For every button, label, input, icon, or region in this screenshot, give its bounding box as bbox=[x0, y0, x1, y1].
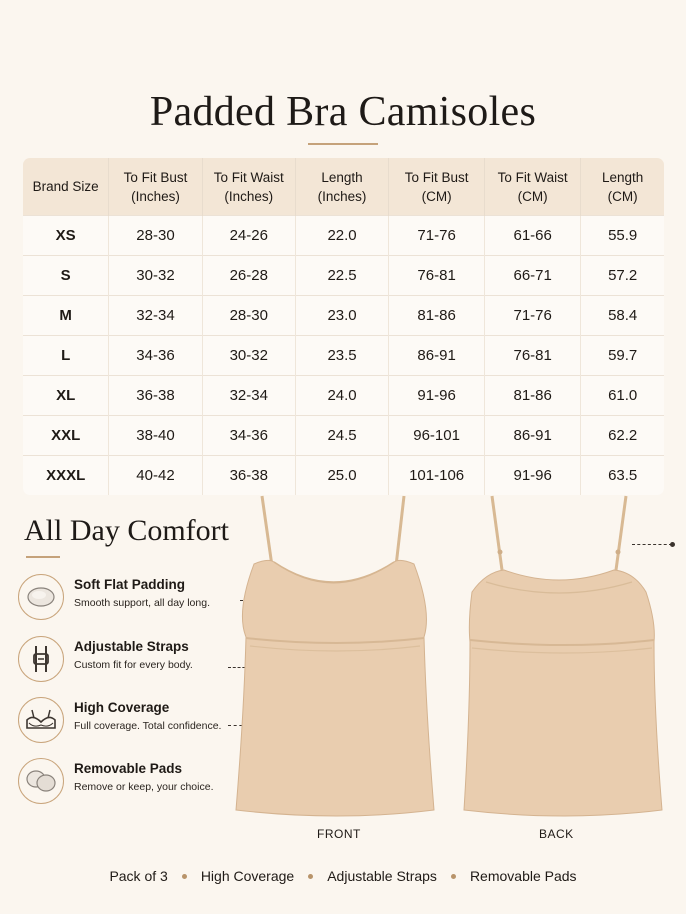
feature-subtitle: Full coverage. Total confidence. bbox=[74, 720, 222, 732]
front-camisole-image bbox=[228, 492, 448, 822]
table-cell: 91-96 bbox=[485, 456, 581, 496]
header-waist-inches bbox=[202, 158, 295, 216]
table-cell: 63.5 bbox=[581, 456, 665, 496]
header-line-1: Brand Size bbox=[32, 179, 99, 194]
size-cell: XL bbox=[23, 376, 109, 416]
comfort-divider bbox=[26, 556, 60, 558]
table-cell: 23.0 bbox=[295, 296, 388, 336]
table-cell: 23.5 bbox=[295, 336, 388, 376]
table-cell: 24.0 bbox=[295, 376, 388, 416]
header-line-2: (Inches) bbox=[224, 188, 274, 204]
table-cell: 26-28 bbox=[202, 256, 295, 296]
table-cell: 34-36 bbox=[202, 416, 295, 456]
feature-high-coverage bbox=[18, 697, 258, 749]
highlight-item: Removable Pads bbox=[469, 868, 577, 884]
header-line-2: (CM) bbox=[421, 188, 452, 204]
table-cell: 66-71 bbox=[485, 256, 581, 296]
table-cell: 61.0 bbox=[581, 376, 665, 416]
header-brand-size bbox=[23, 158, 109, 216]
table-row bbox=[23, 216, 665, 256]
table-row bbox=[23, 256, 665, 296]
header-line-1: To Fit Bust bbox=[404, 169, 469, 185]
table-cell: 86-91 bbox=[485, 416, 581, 456]
separator-dot bbox=[308, 874, 313, 879]
table-cell: 86-91 bbox=[389, 336, 485, 376]
pads-icon bbox=[18, 758, 64, 804]
size-cell: XS bbox=[23, 216, 109, 256]
feature-title: High Coverage bbox=[74, 700, 170, 715]
feature-title: Removable Pads bbox=[74, 761, 183, 776]
bra-icon bbox=[18, 697, 64, 743]
header-line-2: (Inches) bbox=[317, 188, 367, 204]
table-cell: 34-36 bbox=[109, 336, 202, 376]
size-cell: S bbox=[23, 256, 109, 296]
table-cell: 91-96 bbox=[389, 376, 485, 416]
table-cell: 101-106 bbox=[389, 456, 485, 496]
table-cell: 76-81 bbox=[389, 256, 485, 296]
table-cell: 22.0 bbox=[295, 216, 388, 256]
table-cell: 71-76 bbox=[389, 216, 485, 256]
header-bust-cm bbox=[389, 158, 485, 216]
table-cell: 24.5 bbox=[295, 416, 388, 456]
separator-dot bbox=[451, 874, 456, 879]
highlight-item: Pack of 3 bbox=[109, 868, 168, 884]
table-row bbox=[23, 416, 665, 456]
header-bust-inches bbox=[109, 158, 202, 216]
feature-adjustable-straps bbox=[18, 636, 258, 688]
table-cell: 36-38 bbox=[109, 376, 202, 416]
header-line-1: Length bbox=[602, 169, 644, 185]
table-header bbox=[23, 158, 665, 216]
table-cell: 30-32 bbox=[109, 256, 202, 296]
header-line-1: Length bbox=[321, 169, 363, 185]
padding-icon bbox=[18, 574, 64, 620]
feature-subtitle: Custom fit for every body. bbox=[74, 659, 193, 671]
feature-title: Adjustable Straps bbox=[74, 639, 189, 654]
header-line-1: To Fit Waist bbox=[497, 169, 568, 185]
header-waist-cm bbox=[485, 158, 581, 216]
feature-title: Soft Flat Padding bbox=[74, 577, 185, 592]
table-cell: 22.5 bbox=[295, 256, 388, 296]
feature-removable-pads bbox=[18, 758, 258, 810]
table-cell: 59.7 bbox=[581, 336, 665, 376]
table-cell: 96-101 bbox=[389, 416, 485, 456]
feature-subtitle: Remove or keep, your choice. bbox=[74, 781, 214, 793]
table-cell: 24-26 bbox=[202, 216, 295, 256]
separator-dot bbox=[182, 874, 187, 879]
table-cell: 57.2 bbox=[581, 256, 665, 296]
table-cell: 28-30 bbox=[202, 296, 295, 336]
back-camisole-image bbox=[456, 492, 676, 822]
size-cell: L bbox=[23, 336, 109, 376]
table-cell: 58.4 bbox=[581, 296, 665, 336]
table-cell: 32-34 bbox=[109, 296, 202, 336]
table-cell: 55.9 bbox=[581, 216, 665, 256]
table-row bbox=[23, 336, 665, 376]
table-cell: 61-66 bbox=[485, 216, 581, 256]
title-divider bbox=[308, 143, 378, 145]
header-line-2: (Inches) bbox=[131, 188, 180, 204]
header-line-2: (CM) bbox=[517, 188, 548, 204]
table-cell: 28-30 bbox=[109, 216, 202, 256]
header-line-1: To Fit Bust bbox=[123, 169, 188, 185]
table-row bbox=[23, 296, 665, 336]
table-cell: 81-86 bbox=[389, 296, 485, 336]
header-length-cm bbox=[581, 158, 665, 216]
front-view-label: FRONT bbox=[317, 827, 361, 841]
comfort-heading: All Day Comfort bbox=[24, 514, 229, 547]
table-cell: 30-32 bbox=[202, 336, 295, 376]
table-row bbox=[23, 376, 665, 416]
header-length-inches bbox=[295, 158, 388, 216]
table-cell: 76-81 bbox=[485, 336, 581, 376]
table-cell: 71-76 bbox=[485, 296, 581, 336]
table-cell: 36-38 bbox=[202, 456, 295, 496]
highlight-item: Adjustable Straps bbox=[327, 868, 437, 884]
table-row bbox=[23, 456, 665, 496]
header-line-1: To Fit Waist bbox=[213, 169, 284, 185]
table-cell: 38-40 bbox=[109, 416, 202, 456]
table-cell: 40-42 bbox=[109, 456, 202, 496]
header-line-2: (CM) bbox=[607, 188, 638, 204]
size-cell: XXXL bbox=[23, 456, 109, 496]
header-row bbox=[23, 158, 665, 216]
strap-icon bbox=[18, 636, 64, 682]
page-title: Padded Bra Camisoles bbox=[149, 89, 537, 135]
feature-soft-flat-padding bbox=[18, 574, 258, 626]
highlight-item: High Coverage bbox=[200, 868, 295, 884]
feature-subtitle: Smooth support, all day long. bbox=[74, 597, 210, 609]
size-cell: XXL bbox=[23, 416, 109, 456]
table-cell: 62.2 bbox=[581, 416, 665, 456]
size-cell: M bbox=[23, 296, 109, 336]
back-view-label: BACK bbox=[539, 827, 574, 841]
table-cell: 32-34 bbox=[202, 376, 295, 416]
size-chart-table bbox=[22, 157, 665, 496]
table-cell: 25.0 bbox=[295, 456, 388, 496]
table-cell: 81-86 bbox=[485, 376, 581, 416]
highlights-bar bbox=[0, 868, 686, 884]
table-body bbox=[23, 216, 665, 496]
